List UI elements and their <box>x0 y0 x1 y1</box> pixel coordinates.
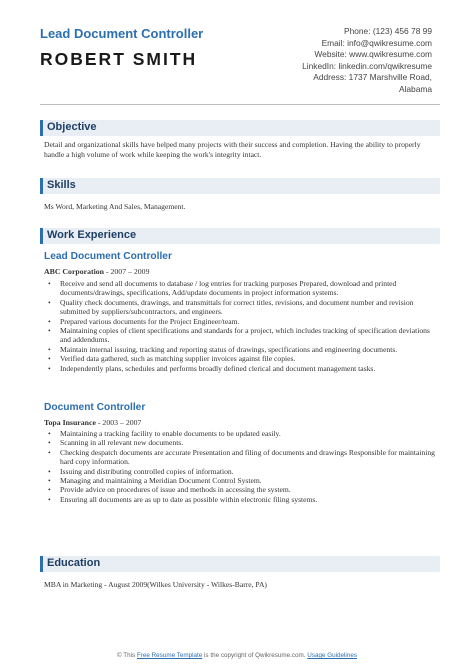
duty-item: • Prepared various documents for the Project Engineer/team. <box>48 317 436 326</box>
job-company: Topa Insurance <box>44 418 96 427</box>
job-dates: - 2003 – 2007 <box>95 418 142 427</box>
duty-item: • Receive and send all documents to database / log entries for tracking purposes Prepared, download and printed documents/drawings, specifications, Add/update documents in project information systems. <box>48 279 436 298</box>
objective-text: Detail and organizational skills have helped many projects with their success and completion. Having the ability to properly handle a high volume of work while keeping the work's integrity intact. <box>44 140 421 159</box>
duty-item: • Ensuring all documents are as up to date as possible within electronic filing systems. <box>48 495 436 504</box>
job-company-line <box>44 418 141 427</box>
job-duties-list <box>48 429 436 504</box>
job-role: Document Controller <box>44 402 146 413</box>
contact-address-line2: Alabama <box>398 83 432 94</box>
experience-heading: Work Experience <box>47 229 137 241</box>
education-section-heading <box>40 556 440 572</box>
contact-phone: Phone: (123) 456 78 99 <box>343 26 432 36</box>
free-resume-template-link[interactable]: Free Resume Template <box>136 652 203 659</box>
skills-heading: Skills <box>47 179 76 191</box>
footer-middle: is the copyright of Qwikresume.com. <box>202 652 308 659</box>
duty-item: • Quality check documents, drawings, and transmittals for correct titles, revisions, and document number and revision submitted by suppliers/subcontractors, and engineers. <box>48 298 436 317</box>
duty-item: • Checking despatch documents are accurate Presentation and filing of documents and drawings Responsible for maintaining hard copy information. <box>48 448 436 467</box>
duty-item: • Managing and maintaining a Meridian Document Control System. <box>48 476 436 485</box>
duty-item: • Independently plans, schedules and performs broadly defined clerical and document management tasks. <box>48 364 436 373</box>
duty-item: • Provide advice on procedures of issue and methods in accessing the system. <box>48 485 436 494</box>
duty-item: • Maintain internal issuing, tracking and reporting status of drawings, specifications and engineering documents. <box>48 345 436 354</box>
education-heading: Education <box>47 557 101 569</box>
objective-heading: Objective <box>47 121 97 133</box>
contact-address: Address: 1737 Marshville Road, <box>313 72 432 83</box>
job-company: ABC Corporation <box>44 267 104 276</box>
contact-block <box>212 26 432 96</box>
duty-item: • Maintaining a tracking facility to enable documents to be updated easily. <box>48 429 436 438</box>
job-title: Lead Document Controller <box>40 26 204 41</box>
contact-website[interactable]: Website: www.qwikresume.com <box>314 49 432 60</box>
duty-item: • Maintaining copies of client specifications and standards for a project, which includes tracking of specification deviations and addendums. <box>48 326 436 345</box>
skills-section-heading <box>40 178 440 194</box>
page-footer <box>0 652 474 659</box>
candidate-name: ROBERT SMITH <box>40 49 198 69</box>
job-role: Lead Document Controller <box>44 251 172 262</box>
duty-item: • Issuing and distributing controlled copies of information. <box>48 467 436 476</box>
job-dates: - 2007 – 2009 <box>104 267 150 276</box>
footer-prefix: © This <box>117 652 137 659</box>
objective-section-heading <box>40 120 440 136</box>
resume-header <box>40 22 436 122</box>
contact-email[interactable]: Email: info@qwikresume.com <box>321 37 432 48</box>
skills-text: Ms Word, Marketing And Sales, Management. <box>44 202 186 211</box>
usage-guidelines-link[interactable]: Usage Guidelines <box>307 652 357 659</box>
duty-item: • Scanning in all relevant new documents. <box>48 438 436 447</box>
contact-linkedin[interactable]: LinkedIn: linkedin.com/qwikresume <box>302 60 432 71</box>
job-company-line <box>44 267 149 276</box>
education-text: MBA in Marketing - August 2009(Wilkes University - Wilkes-Barre, PA) <box>44 580 267 589</box>
job-duties-list <box>48 279 436 373</box>
experience-section-heading <box>40 228 440 244</box>
header-divider <box>40 104 440 105</box>
duty-item: • Verified data gathered, such as matching supplier invoices against file copies. <box>48 354 436 363</box>
